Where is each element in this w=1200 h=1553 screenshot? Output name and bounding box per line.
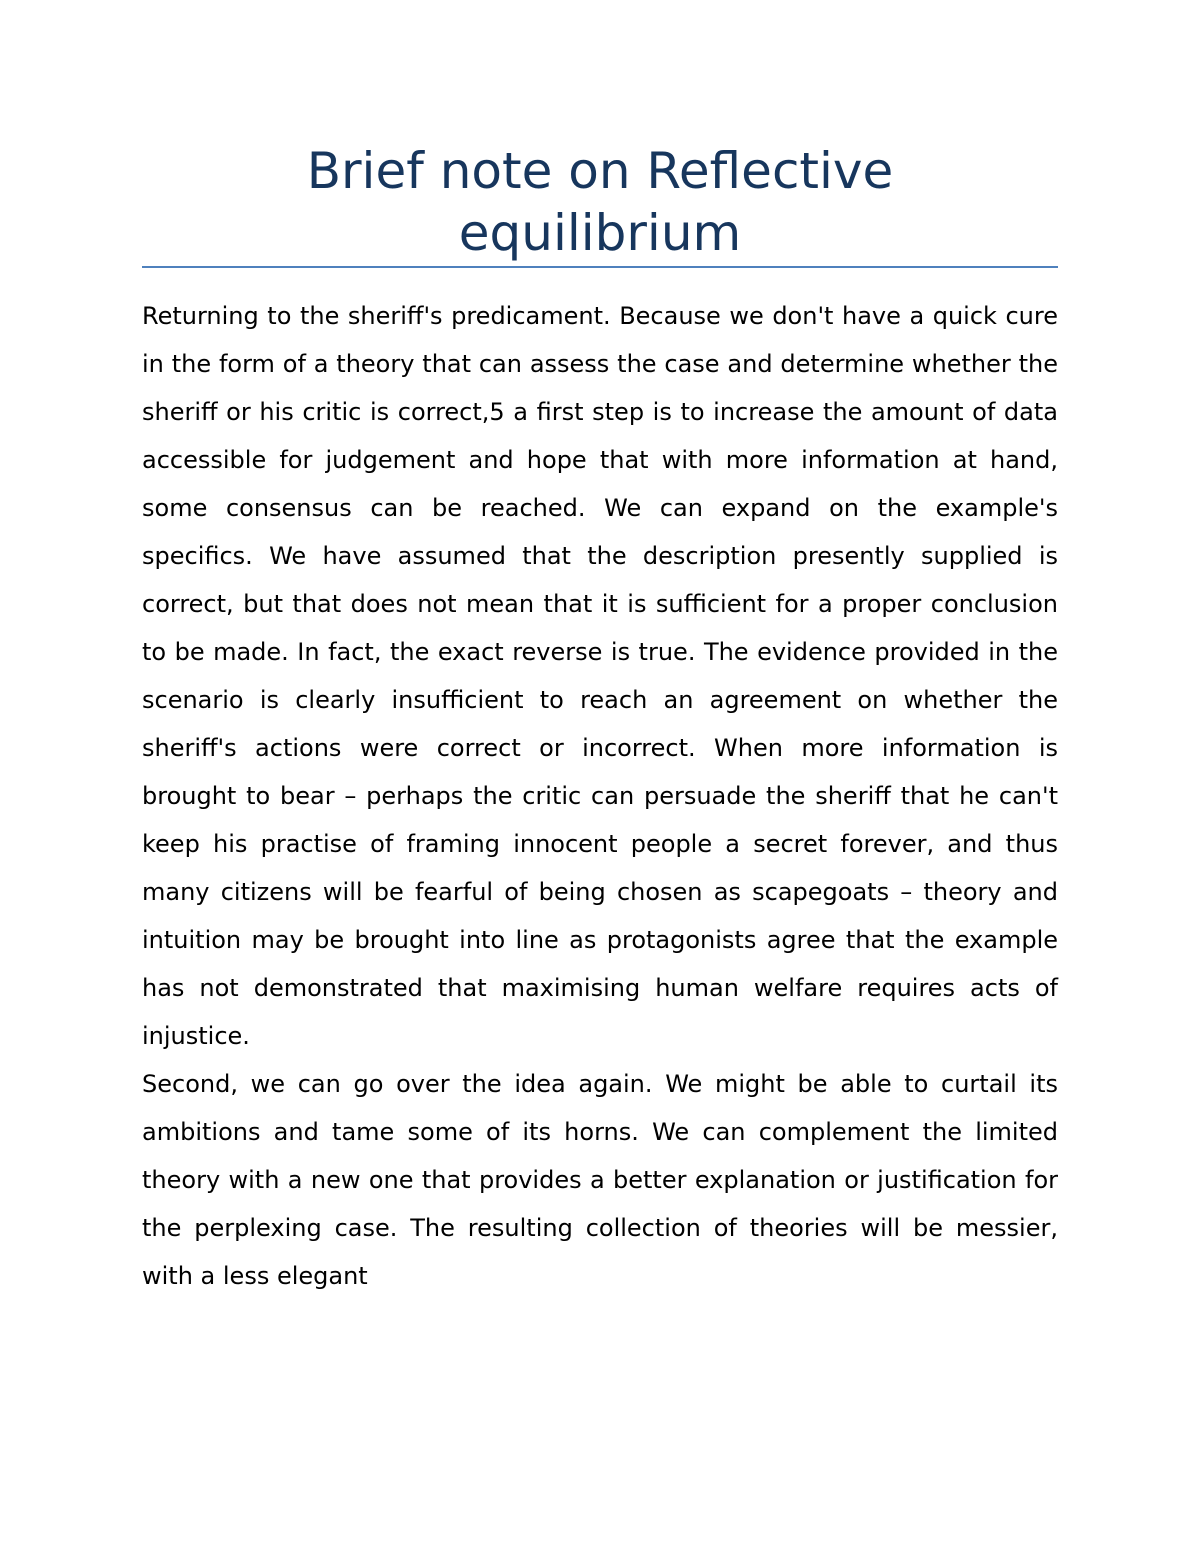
title-underline: [142, 266, 1058, 268]
title-block: [142, 140, 1058, 264]
paragraph-2: Second, we can go over the idea again. We might be able to curtail its ambitions and tame some of its horns. We can complement the limited theory with a new one that provides a better explanation or justification for the perplexing case. The resulting collection of theories will be messier, with a less elegant: [142, 1070, 1058, 1290]
paragraph-1: Returning to the sheriff's predicament. Because we don't have a quick cure in the form of a theory that can assess the case and determine whether the sheriff or his critic is correct,5 a first step is to increase the amount of data accessible for judgement and hope that with more information at hand, some consensus can be reached. We can expand on the example's specifics. We have assumed that the description presently supplied is correct, but that does not mean that it is sufficient for a proper conclusion to be made. In fact, the exact reverse is true. The evidence provided in the scenario is clearly insufficient to reach an agreement on whether the sheriff's actions were correct or incorrect. When more information is brought to bear – perhaps the critic can persuade the sheriff that he can't keep his practise of framing innocent people a secret forever, and thus many citizens will be fearful of being chosen as scapegoats – theory and intuition may be brought into line as protagonists agree that the example has not demonstrated that maximising human welfare requires acts of injustice.: [142, 302, 1058, 1050]
body-text: [142, 292, 1058, 1300]
title-line-2: equilibrium: [458, 204, 742, 262]
title-line-1: Brief note on Reflective: [306, 142, 894, 200]
document-title: [142, 140, 1058, 264]
